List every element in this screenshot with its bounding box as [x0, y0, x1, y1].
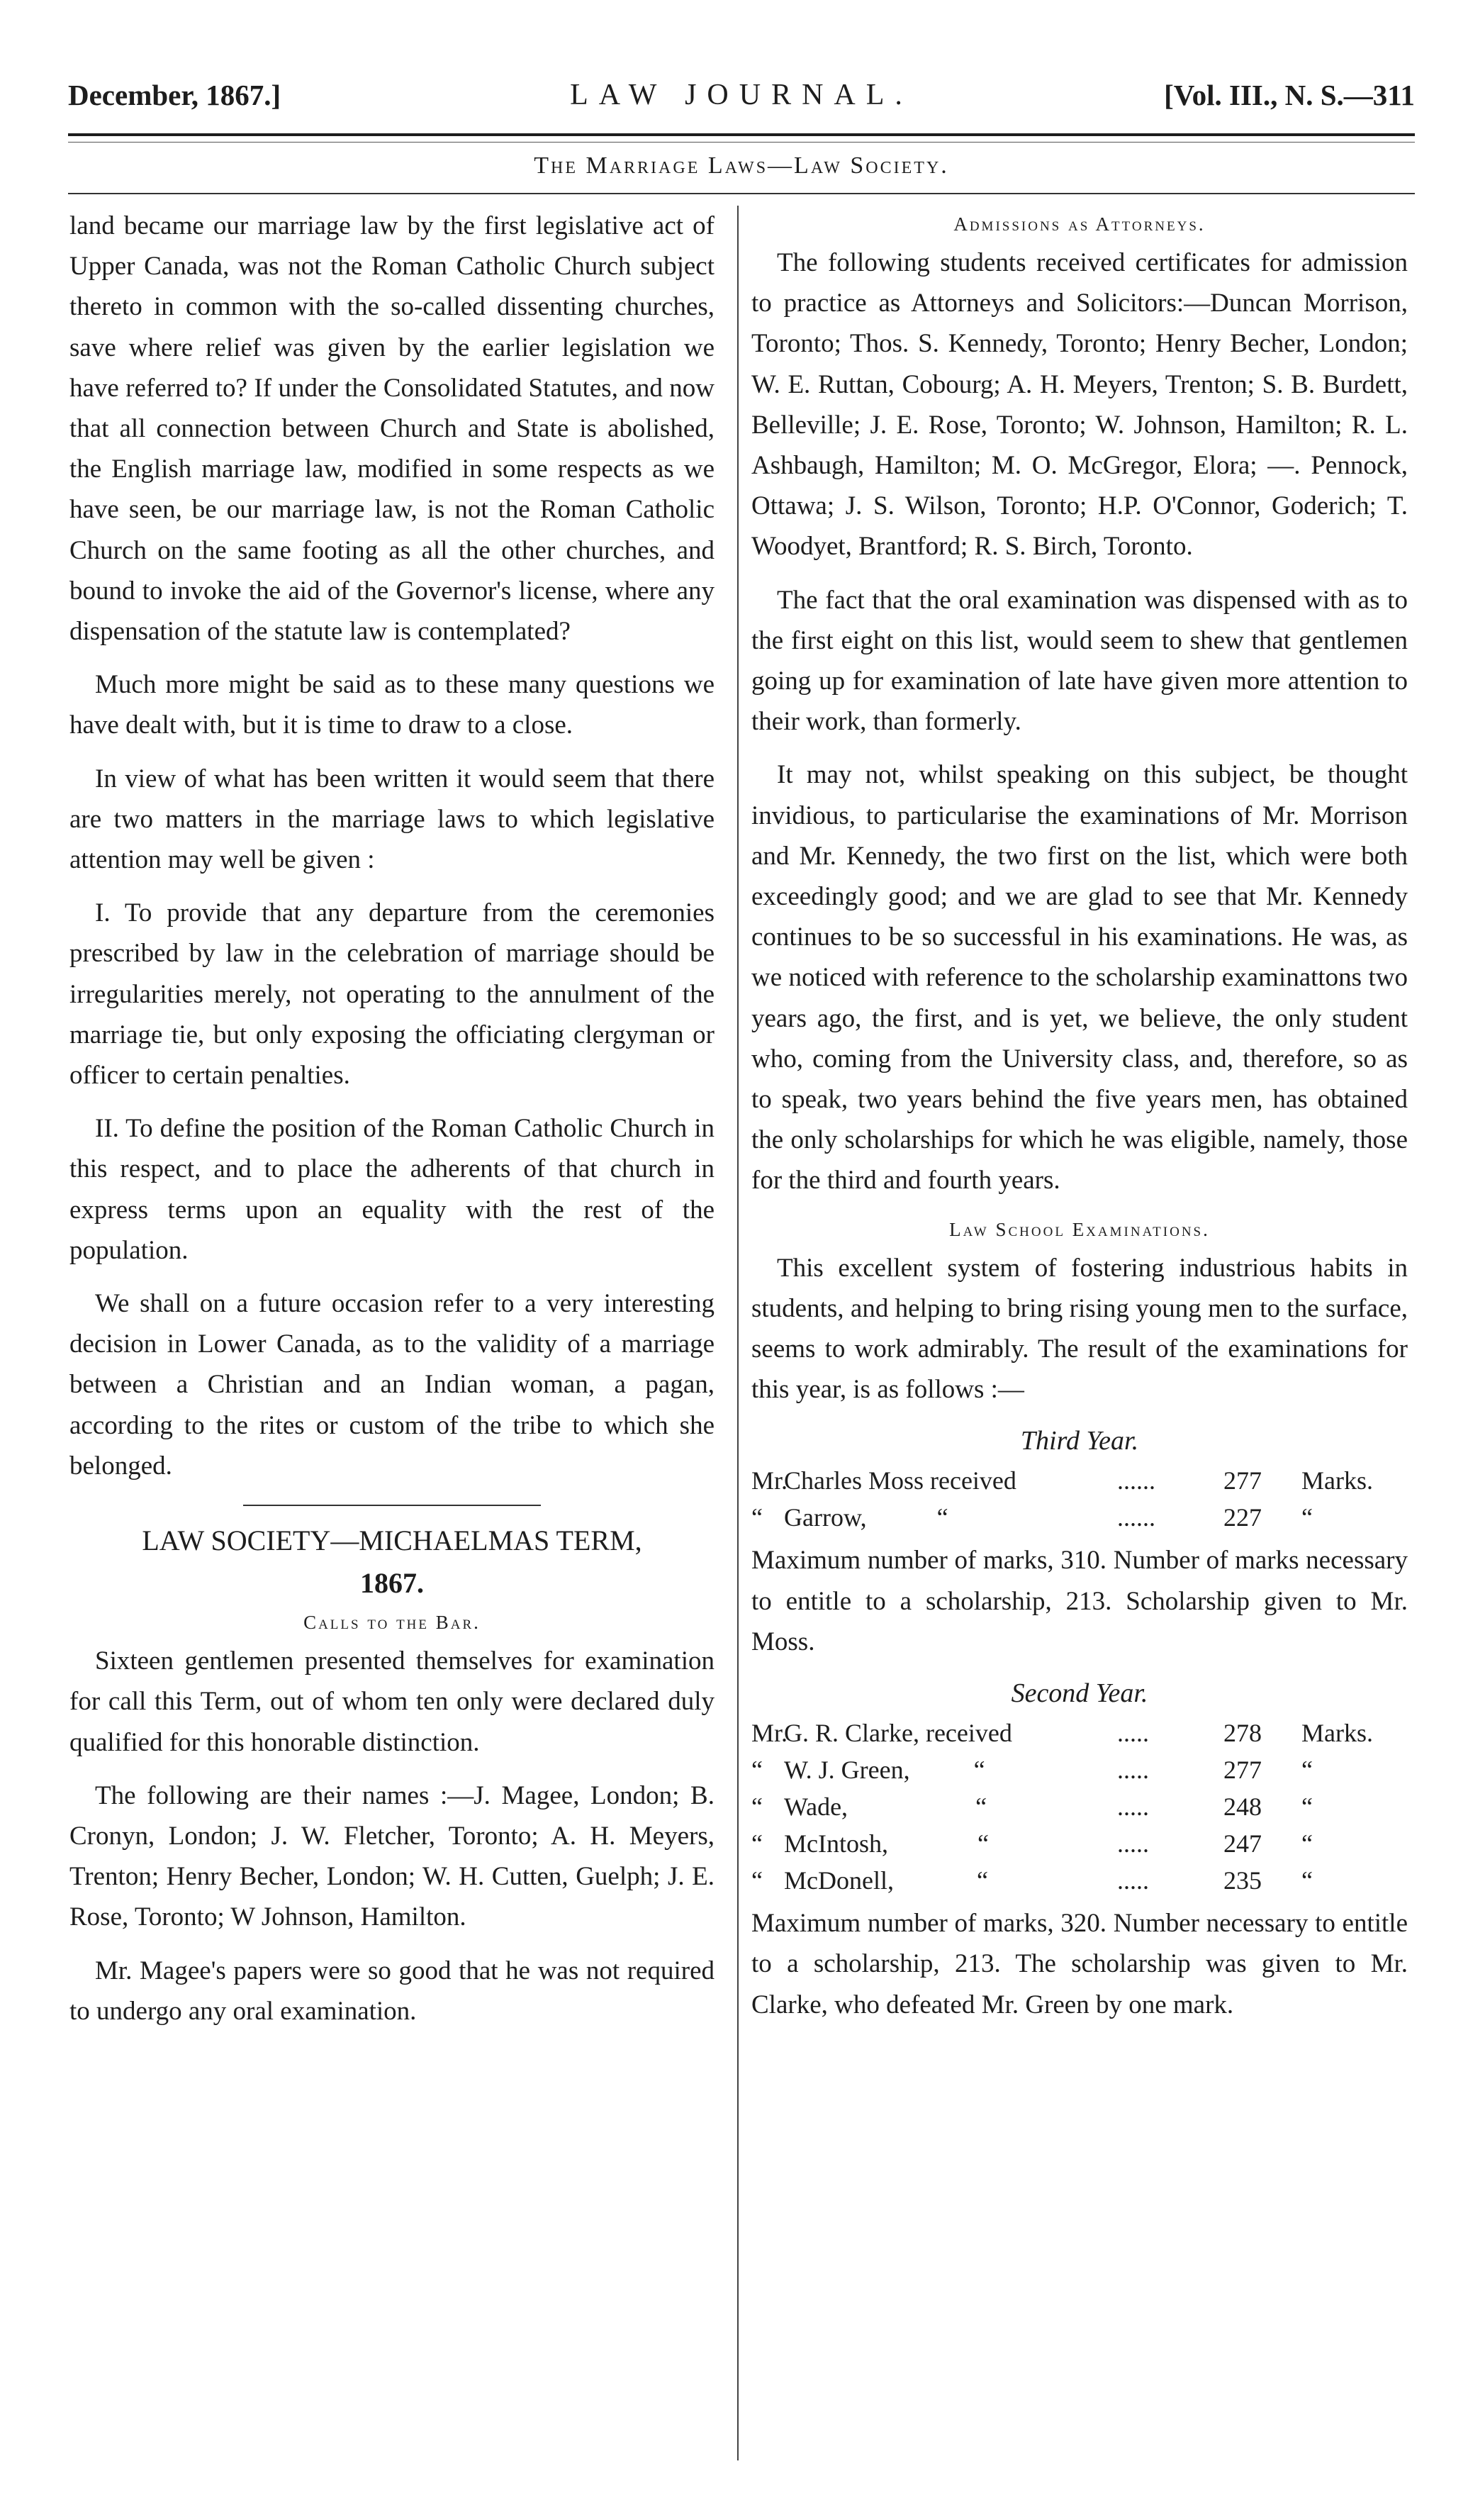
third-year-note: Maximum number of marks, 310. Number of marks necessary to entitle to a scholarship, 213. Scholarship given to Mr. Moss. — [751, 1546, 1408, 1656]
paragraph: Much more might be said as to these many questions we have dealt with, but it is time to draw to a close. — [69, 670, 715, 740]
paragraph: Sixteen gentlemen presented themselves for examination for call this Term, out of whom ten only were declared duly qualified for this honorable distinction. — [69, 1646, 715, 1757]
paragraph: I. To provide that any departure from the ceremonies prescribed by law in the celebration of marriage should be irregularities merely, not operating to the annulment of the marriage tie, but only exposing the officiating clergyman or officer to certain penalties. — [69, 898, 715, 1091]
header-volume: [Vol. III., N. S.—311 — [1164, 79, 1415, 111]
subtitle-rule — [68, 193, 1415, 194]
header-rule — [68, 133, 1415, 136]
journal-title: LAW JOURNAL. — [570, 79, 913, 111]
second-year-note: Maximum number of marks, 320. Number necessary to entitle to a scholarship, 213. The scholarship was given to Mr. Clarke, who defeated Mr. Green by one mark. — [751, 1909, 1408, 2019]
paragraph: The following are their names :—J. Magee, London; B. Cronyn, London; J. W. Fletcher, Toronto; A. H. Meyers, Trenton; Henry Becher, London; W. H. Cutten, Guelph; J. E. Rose, Toronto; W Johnson, Hamilton. — [69, 1780, 715, 1932]
table-row: “ Wade, “ ..... 248 “ — [751, 1793, 1313, 1822]
paragraph: II. To define the position of the Roman Catholic Church in this respect, and to place the adherents of that church in express terms upon an equality with the rest of the population. — [69, 1114, 715, 1265]
header-rule-thin — [68, 142, 1415, 143]
right-column — [751, 206, 1408, 2038]
section-year: 1867. — [360, 1567, 424, 1600]
third-year-table — [751, 1462, 1408, 1536]
paragraph: This excellent system of fostering industrious habits in students, and helping to bring rising young men to the surface, seems to work admirably. The result of the examinations for this year, is as follows :— — [751, 1253, 1408, 1405]
running-header — [68, 78, 1415, 128]
table-row: Mr. G. R. Clarke, received ..... 278 Marks. — [751, 1719, 1373, 1748]
paragraph: In view of what has been written it would seem that there are two matters in the marriage laws to which legislative attention may well be given : — [69, 764, 715, 875]
paragraph: We shall on a future occasion refer to a very interesting decision in Lower Canada, as to the validity of a marriage between a Christian and an Indian woman, a pagan, according to the rites or custom of the tribe to which she belonged. — [69, 1289, 715, 1481]
left-column — [69, 206, 715, 2044]
table-row: “ McDonell, “ ..... 235 “ — [751, 1866, 1313, 1895]
paragraph: The fact that the oral examination was dispensed with as to the first eight on this list, would seem to shew that gentlemen going up for examination of late have given more attention to their work, than formerly. — [751, 585, 1408, 737]
subheading-admissions: Admissions as Attorneys. — [953, 213, 1206, 235]
paragraph: land became our marriage law by the first legislative act of Upper Canada, was not the Roman Catholic Church subject thereto in common with the so-called dissenting churches, save where relief was given by the earlier legislation we have referred to? If under the Consolidated Statutes, and now that all connection between Church and State is abolished, the English marriage law, modified in some respects as we have seen, be our marriage law, is not the Roman Catholic Church on the same footing as all the other churches, and bound to invoke the aid of the Governor's license, where any dispensation of the statute law is contemplated? — [69, 211, 715, 647]
page-subtitle: The Marriage Laws—Law Society. — [534, 152, 949, 179]
header-date: December, 1867.] — [68, 79, 281, 111]
second-year-table — [751, 1715, 1408, 1899]
third-year-title: Third Year. — [1020, 1426, 1139, 1456]
paragraph: It may not, whilst speaking on this subject, be thought invidious, to particularise the examinations of Mr. Morrison and Mr. Kennedy, the two first on the list, which were both exceedingly good; and we are glad to see that Mr. Kennedy continues to be so successful in his examinations. He was, as we noticed with reference to the scholarship examinattons two years ago, the first, and is yet, we believe, the only student who, coming from the University class, and, therefore, so as to speak, two years behind the five years men, has obtained the only scholarships for which he was eligible, namely, those for the third and fourth years. — [751, 760, 1408, 1195]
column-divider — [737, 206, 739, 2460]
section-title: LAW SOCIETY—MICHAELMAS TERM, — [142, 1524, 642, 1557]
second-year-title: Second Year. — [1011, 1678, 1148, 1709]
table-row: “ W. J. Green, “ ..... 277 “ — [751, 1756, 1313, 1785]
paragraph: Mr. Magee's papers were so good that he was not required to undergo any oral examination. — [69, 1956, 715, 2026]
section-divider — [243, 1505, 541, 1506]
subheading-calls: Calls to the Bar. — [303, 1612, 481, 1634]
paragraph: The following students received certificates for admission to practice as Attorneys and Solicitors:—Duncan Morrison, Toronto; Thos. S. Kennedy, Toronto; Henry Becher, London; W. E. Ruttan, Cobourg; A. H. Meyers, Trenton; S. B. Burdett, Belleville; J. E. Rose, Toronto; W. Johnson, Hamilton; R. L. Ashbaugh, Hamilton; M. O. McGregor, Elora; —. Pennock, Ottawa; J. S. Wilson, Toronto; H.P. O'Connor, Goderich; T. Woodyet, Brantford; R. S. Birch, Toronto. — [751, 248, 1408, 562]
table-row: “ Garrow, “ ...... 227 “ — [751, 1503, 1313, 1532]
table-row: “ McIntosh, “ ..... 247 “ — [751, 1829, 1313, 1858]
table-row: Mr. Charles Moss received ...... 277 Marks. — [751, 1466, 1373, 1495]
subheading-school: Law School Examinations. — [949, 1218, 1210, 1240]
